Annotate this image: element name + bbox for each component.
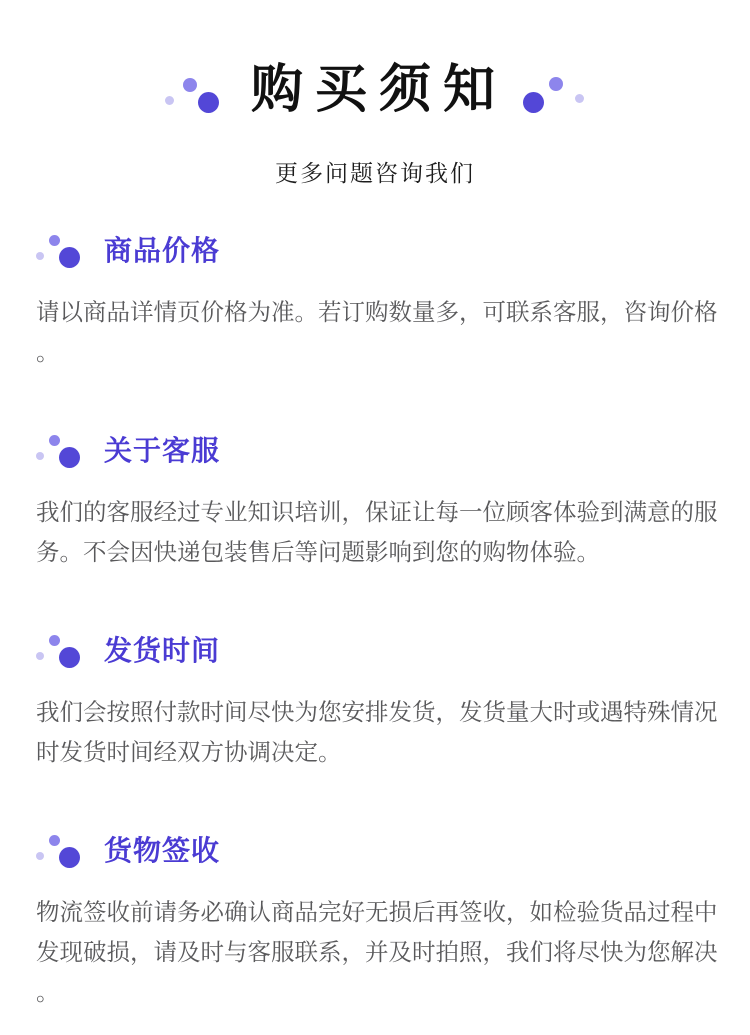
title-row xyxy=(0,58,750,124)
section-goods-receipt xyxy=(36,834,718,1012)
page-subtitle: 更多问题咨询我们 xyxy=(275,160,475,186)
page-title: 购买须知 xyxy=(250,61,507,120)
accent-dots-right-icon xyxy=(523,68,585,114)
dot-small-icon xyxy=(575,94,584,103)
section-heading: 商品价格 xyxy=(104,235,221,266)
section-body-text: 我们的客服经过专业知识培训，保证让每一位顾客体验到满意的服务。不会因快递包装售后等问题影响到您的购物体验。 xyxy=(36,499,718,565)
dot-large-icon xyxy=(59,447,80,468)
section-body-text: 我们会按照付款时间尽快为您安排发货，发货量大时或遇特殊情况时发货时间经双方协调决定。 xyxy=(36,699,718,765)
accent-dots-left-icon xyxy=(165,68,223,114)
accent-dots-icon xyxy=(36,833,80,869)
section-product-price xyxy=(36,234,718,372)
section-body-text: 请以商品详情页价格为准。若订购数量多，可联系客服，咨询价格。 xyxy=(36,299,718,365)
dot-small-icon xyxy=(36,652,44,660)
dot-medium-icon xyxy=(49,835,60,846)
dot-medium-icon xyxy=(49,435,60,446)
dot-small-icon xyxy=(36,252,44,260)
dot-large-icon xyxy=(198,92,219,113)
section-heading: 发货时间 xyxy=(104,635,221,666)
section-shipping-time xyxy=(36,634,718,772)
section-header xyxy=(36,634,714,668)
dot-large-icon xyxy=(523,92,544,113)
dot-large-icon xyxy=(59,247,80,268)
dot-small-icon xyxy=(165,96,174,105)
accent-dots-icon xyxy=(36,633,80,669)
dot-medium-icon xyxy=(49,635,60,646)
dot-medium-icon xyxy=(549,77,563,91)
dot-small-icon xyxy=(36,852,44,860)
dot-large-icon xyxy=(59,647,80,668)
notice-content xyxy=(0,234,750,1012)
page-header xyxy=(0,0,750,188)
dot-medium-icon xyxy=(49,235,60,246)
section-heading: 关于客服 xyxy=(104,435,221,466)
section-body-text: 物流签收前请务必确认商品完好无损后再签收，如检验货品过程中发现破损，请及时与客服联系，并及时拍照，我们将尽快为您解决。 xyxy=(36,899,718,1005)
section-heading: 货物签收 xyxy=(104,835,221,866)
dot-small-icon xyxy=(36,452,44,460)
section-header xyxy=(36,834,714,868)
section-header xyxy=(36,234,714,268)
dot-large-icon xyxy=(59,847,80,868)
dot-medium-icon xyxy=(183,78,197,92)
section-header xyxy=(36,434,714,468)
section-customer-service xyxy=(36,434,718,572)
accent-dots-icon xyxy=(36,433,80,469)
accent-dots-icon xyxy=(36,233,80,269)
